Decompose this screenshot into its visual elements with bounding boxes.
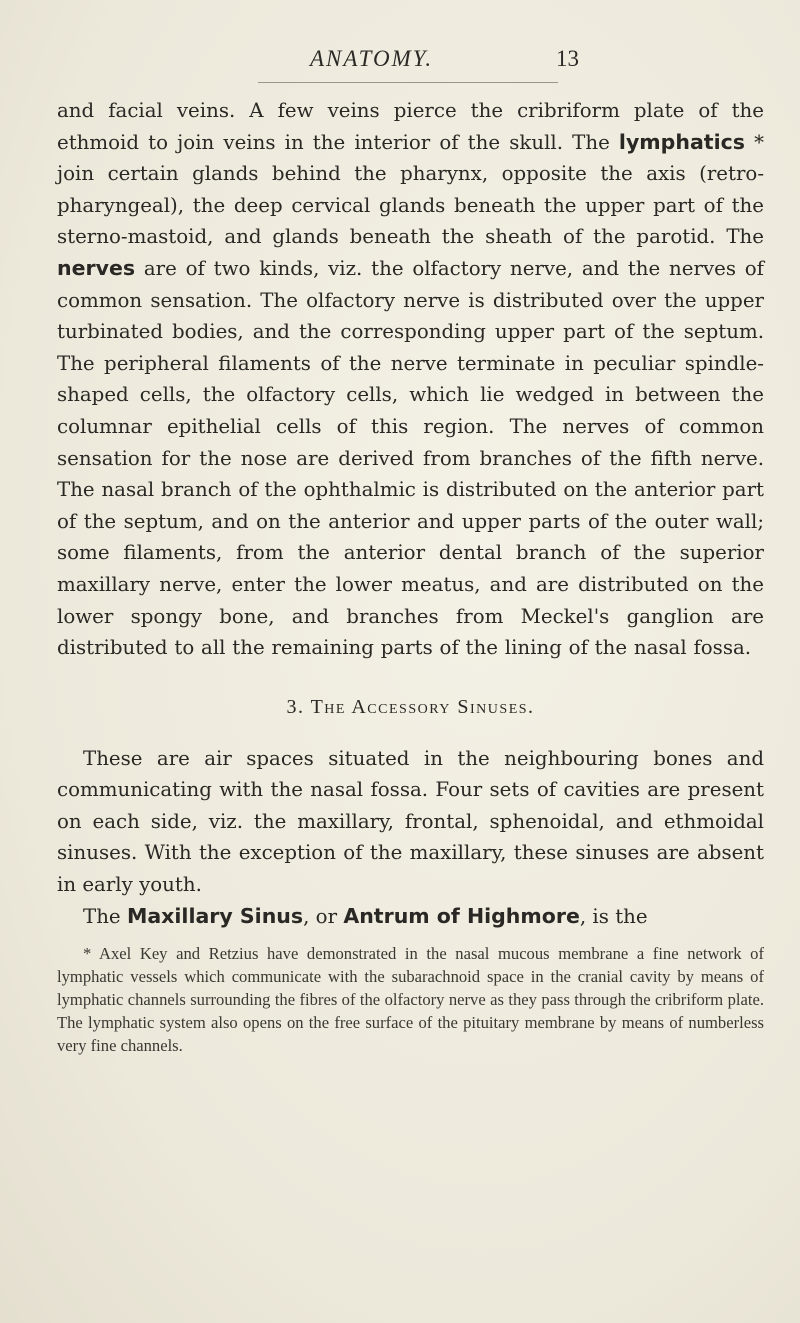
page-number: 13 bbox=[556, 46, 579, 71]
running-head bbox=[258, 46, 588, 88]
term-lymphatics: lymphatics bbox=[618, 129, 745, 154]
running-title: ANATOMY. bbox=[310, 46, 434, 71]
paragraph-text: and facial veins. A few veins pierce the cribriform plate of the ethmoid to join veins in the interior of the skull. The bbox=[57, 99, 764, 154]
term-antrum-of-highmore: Antrum of Highmore bbox=[343, 903, 580, 928]
header-rule bbox=[258, 82, 558, 83]
body-text bbox=[57, 95, 764, 1057]
section-heading: 3. The Accessory Sinuses. bbox=[286, 695, 535, 718]
paragraph-nasal-veins-lymphatics-nerves bbox=[57, 95, 764, 664]
term-maxillary-sinus: Maxillary Sinus bbox=[126, 903, 304, 928]
paragraph-text: , or bbox=[303, 904, 344, 928]
paragraph-maxillary-sinus bbox=[57, 901, 764, 933]
paragraph-text: * join certain glands behind the pharynx, opposite the axis (retro-pharyngeal), the deep cervical glands beneath the upper part of the sterno-mastoid, and glands beneath the sheath of the parotid. The bbox=[57, 130, 764, 249]
paragraph-text: are of two kinds, viz. the olfactory nerve, and the nerves of common sensation. The olfactory nerve is distributed over the upper turbinated bodies, and the corresponding upper part of the septum. The peripheral filaments of the nerve terminate in peculiar spindle-shaped cells, the olfactory cells, which lie wedged in between the columnar epithelial cells of this region. The nerves of common sensation for the nose are derived from branches of the fifth nerve. The nasal branch of the ophthalmic is distributed on the anterior part of the septum, and on the anterior and upper parts of the outer wall; some filaments, from the anterior dental branch of the superior maxillary nerve, enter the lower meatus, and are distributed on the lower spongy bone, and branches from Meckel's ganglion are distributed to all the remaining parts of the lining of the nasal fossa. bbox=[57, 256, 764, 660]
term-nerves: nerves bbox=[57, 255, 136, 280]
paragraph-text: , is the bbox=[579, 904, 648, 928]
footnote: * Axel Key and Retzius have demonstrated in the nasal mucous membrane a fine network of lymphatic vessels which communicate with the subarachnoid space in the cranial cavity by means of lymphatic channels surrounding the fibres of the olfactory nerve as they pass through the cribriform plate. The lymphatic system also opens on the free surface of the pituitary membrane by means of numberless very fine channels. bbox=[57, 944, 764, 1056]
paragraph-accessory-sinuses: These are air spaces situated in the neighbouring bones and communicating with the nasal fossa. Four sets of cavities are present on each side, viz. the maxillary, frontal, sphenoidal, and ethmoidal sinuses. With the exception of the maxillary, these sinuses are absent in early youth. bbox=[57, 746, 764, 897]
paragraph-text: The bbox=[83, 904, 127, 928]
